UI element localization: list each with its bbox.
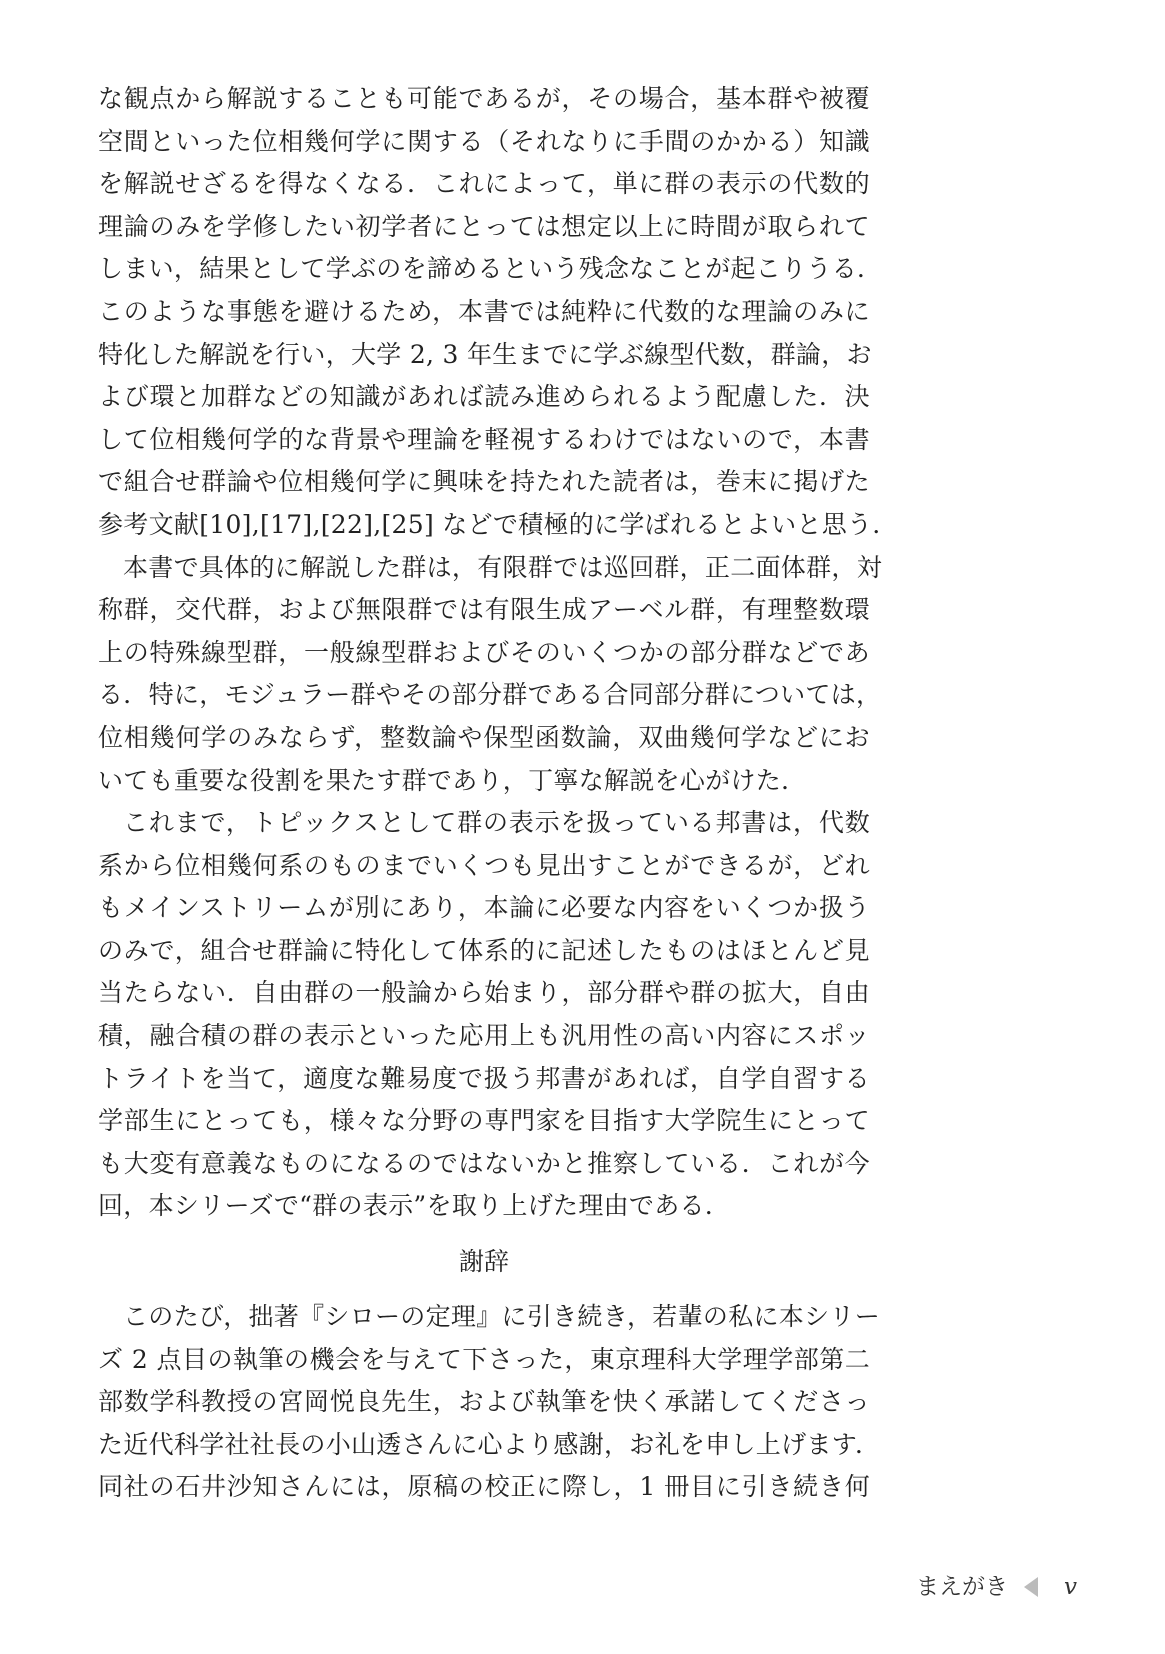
page-number: v [1064,1574,1077,1600]
text-line: 本書で具体的に解説した群は，有限群では巡回群，正二面体群，対 [123,552,883,582]
paragraph-4 [98,1296,881,1509]
text-line: このような事態を避けるため，本書では純粋に代数的な理論のみに [98,296,870,326]
text-line: ズ 2 点目の執筆の機会を与えて下さった，東京理科大学理学部第二 [98,1344,870,1374]
section-heading-acknowledgments: 謝辞 [458,1247,509,1277]
paragraph-3 [98,802,870,1228]
text-line: 上の特殊線型群，一般線型群およびそのいくつかの部分群などであ [98,637,870,667]
paragraph-2 [98,547,883,803]
text-line: た近代科学社社長の小山透さんに心より感謝，お礼を申し上げます． [98,1429,881,1459]
text-line: のみで，組合せ群論に特化して体系的に記述したものはほとんど見 [98,935,870,965]
text-line: を解説せざるを得なくなる．これによって，単に群の表示の代数的 [98,169,870,199]
text-line: しまい，結果として学ぶのを諦めるという残念なことが起こりうる． [98,254,883,284]
text-line: 空間といった位相幾何学に関する（それなりに手間のかかる）知識 [98,126,870,156]
text-line: いても重要な役割を果たす群であり，丁寧な解説を心がけた． [98,765,807,795]
page-footer [916,1567,1077,1607]
text-line: 同社の石井沙知さんには，原稿の校正に際し，1 冊目に引き続き何 [98,1472,870,1502]
text-line: 部数学科教授の宮岡悦良先生，および執筆を快く承諾してくださっ [98,1387,870,1417]
triangle-left-icon [1024,1577,1038,1597]
page-body [98,78,898,1509]
text-line: 回，本シリーズで“群の表示”を取り上げた理由である． [98,1191,731,1221]
text-line: して位相幾何学的な背景や理論を軽視するわけではないので，本書 [98,424,870,454]
text-line: も大変有意義なものになるのではないかと推察している．これが今 [98,1148,870,1178]
text-line: よび環と加群などの知識があれば読み進められるよう配慮した．決 [98,382,870,412]
text-line: 積，融合積の群の表示といった応用上も汎用性の高い内容にスポッ [98,1021,870,1051]
footer-section-label: まえがき [916,1574,1008,1600]
text-line: もメインストリームが別にあり，本論に必要な内容をいくつか扱う [98,893,870,923]
text-line: このたび，拙著『シローの定理』に引き続き，若輩の私に本シリー [123,1302,881,1332]
text-line: な観点から解説することも可能であるが，その場合，基本群や被覆 [98,84,870,113]
text-line: これまで，トピックスとして群の表示を扱っている邦書は，代数 [123,808,870,838]
text-line: で組合せ群論や位相幾何学に興味を持たれた読者は，巻末に掲げた [98,467,870,497]
text-line: 位相幾何学のみならず，整数論や保型函数論，双曲幾何学などにお [98,722,870,752]
text-line: 称群，交代群，および無限群では有限生成アーベル群，有理整数環 [98,595,870,625]
text-line: 特化した解説を行い，大学 2, 3 年生までに学ぶ線型代数，群論，お [98,339,872,369]
text-line: 参考文献[10],[17],[22],[25] などで積極的に学ばれるとよいと思う． [98,509,898,539]
text-line: 学部生にとっても，様々な分野の専門家を目指す大学院生にとって [98,1106,870,1136]
paragraph-1 [98,78,898,547]
text-line: トライトを当て，適度な難易度で扱う邦書があれば，自学自習する [98,1063,870,1093]
text-line: る．特に，モジュラー群やその部分群である合同部分群については， [98,680,882,710]
text-line: 系から位相幾何系のものまでいくつも見出すことができるが，どれ [98,850,870,880]
text-line: 理論のみを学修したい初学者にとっては想定以上に時間が取られて [98,211,870,241]
text-line: 当たらない．自由群の一般論から始まり，部分群や群の拡大，自由 [98,978,870,1008]
